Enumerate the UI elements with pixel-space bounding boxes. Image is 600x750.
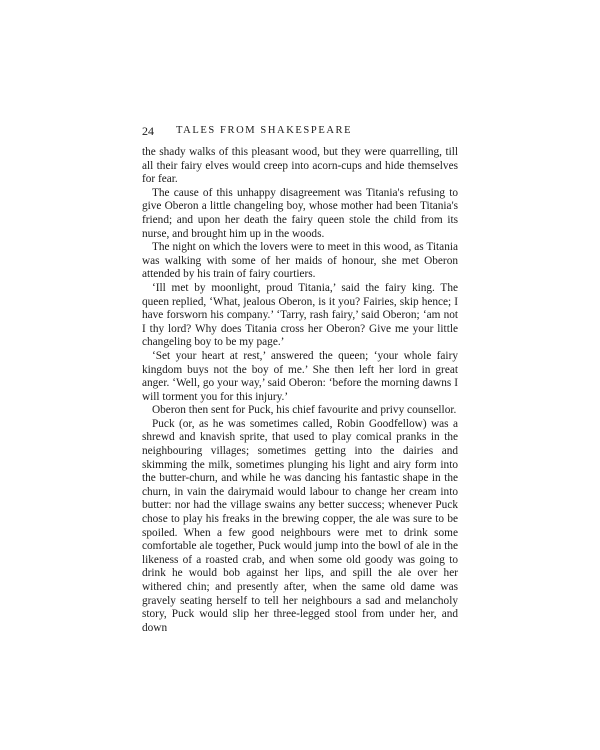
paragraph-ill-met: ‘Ill met by moonlight, proud Titania,’ said the fairy king. The queen replied, ‘What, jealous Oberon, is it you? Fairies, skip hence; I have forsworn his company.’ ‘Tarry, rash fairy,’ said Oberon; ‘am not I thy lord? Why does Titania cross her Oberon? Give me your little changeling boy to be my page.’ [142, 281, 458, 349]
paragraph-continued: the shady walks of this pleasant wood, but they were quarrelling, till all their fairy elves would creep into acorn-cups and hide themselves for fear. [142, 146, 458, 186]
running-head [142, 124, 458, 138]
paragraph-puck-description: Puck (or, as he was sometimes called, Robin Goodfellow) was a shrewd and knavish sprite, that used to play comical pranks in the neighbouring villages; sometimes getting into the dairies and skimming the milk, sometimes plunging his light and airy form into the butter-churn, and while he was dancing his fantastic shape in the churn, in vain the dairymaid would labour to change her cream into butter: nor had the village swains any better success; whenever Puck chose to play his freaks in the brewing copper, the ale was sure to be spoiled. When a few good neighbours were met to drink some comfortable ale together, Puck would jump into the bowl of ale in the likeness of a roasted crab, and when some old goody was going to drink he would bob against her lips, and spill the ale over her withered chin; and presently after, when the same old dame was gravely seating herself to tell her neighbours a sad and melancholy story, Puck would slip her three-legged stool from under her, and down [142, 417, 458, 634]
page-number: 24 [142, 124, 154, 138]
paragraph-night-meeting: The night on which the lovers were to meet in this wood, as Titania was walking with some of her maids of honour, she met Oberon attended by his train of fairy courtiers. [142, 241, 458, 281]
paragraph-set-heart: ‘Set your heart at rest,’ answered the queen; ‘your whole fairy kingdom buys not the boy of me.’ She then left her lord in great anger. ‘Well, go your way,’ said Oberon: ‘before the morning dawns I will torment you for this injury.’ [142, 349, 458, 403]
paragraph-disagreement: The cause of this unhappy disagreement was Titania's refusing to give Oberon a little changeling boy, whose mother had been Titania's friend; and upon her death the fairy queen stole the child from its nurse, and brought him up in the woods. [142, 186, 458, 240]
body-text [142, 146, 458, 635]
running-title: TALES FROM SHAKESPEARE [176, 125, 353, 136]
paragraph-puck-sent: Oberon then sent for Puck, his chief favourite and privy counsellor. [152, 404, 457, 417]
book-page [142, 124, 458, 635]
